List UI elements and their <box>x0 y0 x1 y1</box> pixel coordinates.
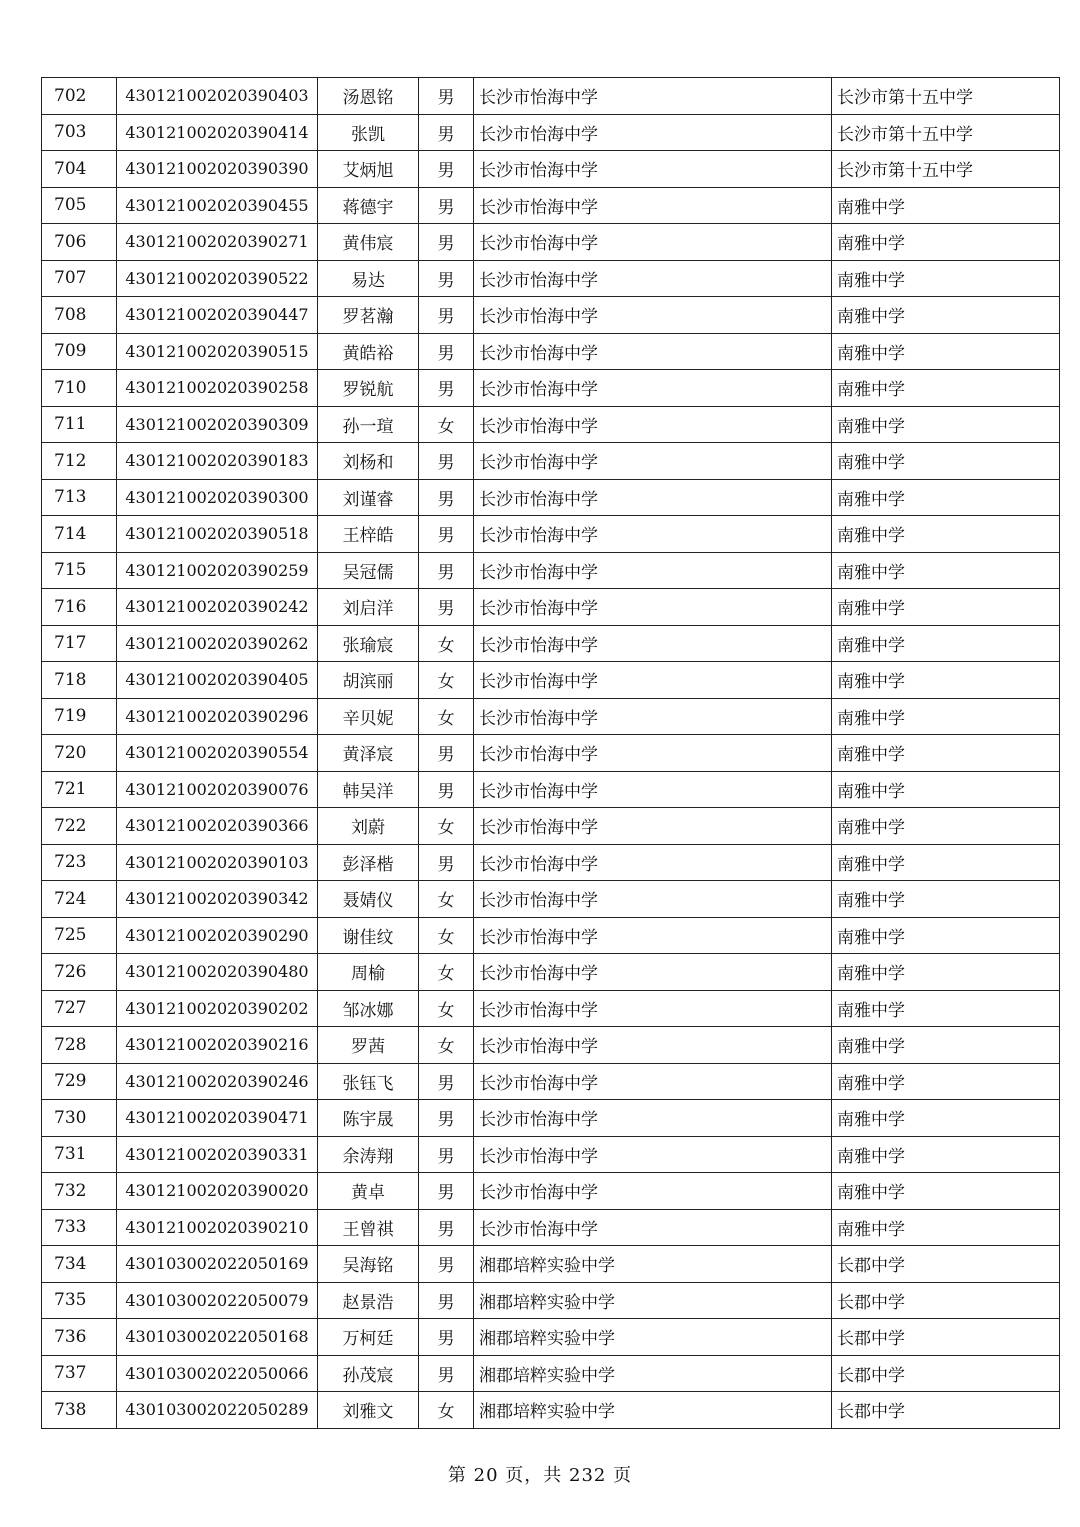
student-id-cell: 430121002020390290 <box>117 917 318 954</box>
graduating-school-cell: 长沙市怡海中学 <box>474 698 832 735</box>
table-row <box>42 552 1060 589</box>
row-number-cell: 722 <box>42 808 117 845</box>
table-row <box>42 370 1060 407</box>
graduating-school-cell: 长沙市怡海中学 <box>474 990 832 1027</box>
table-row <box>42 333 1060 370</box>
student-id-cell: 430121002020390414 <box>117 114 318 151</box>
row-number-cell: 718 <box>42 662 117 699</box>
admitted-school-cell: 长郡中学 <box>832 1282 1060 1319</box>
table-row <box>42 406 1060 443</box>
student-name-cell: 刘蔚 <box>318 808 419 845</box>
student-name-cell: 艾炳旭 <box>318 151 419 188</box>
student-id-cell: 430121002020390471 <box>117 1100 318 1137</box>
graduating-school-cell: 长沙市怡海中学 <box>474 844 832 881</box>
row-number-cell: 736 <box>42 1319 117 1356</box>
student-name-cell: 刘谨睿 <box>318 479 419 516</box>
table-row <box>42 260 1060 297</box>
gender-cell: 男 <box>419 78 474 115</box>
graduating-school-cell: 长沙市怡海中学 <box>474 552 832 589</box>
admitted-school-cell: 长郡中学 <box>832 1246 1060 1283</box>
student-id-cell: 430103002022050168 <box>117 1319 318 1356</box>
student-id-cell: 430121002020390103 <box>117 844 318 881</box>
row-number-cell: 721 <box>42 771 117 808</box>
student-id-cell: 430121002020390296 <box>117 698 318 735</box>
admitted-school-cell: 南雅中学 <box>832 954 1060 991</box>
graduating-school-cell: 长沙市怡海中学 <box>474 1136 832 1173</box>
student-name-cell: 陈宇晟 <box>318 1100 419 1137</box>
row-number-cell: 708 <box>42 297 117 334</box>
row-number-cell: 738 <box>42 1392 117 1429</box>
row-number-cell: 711 <box>42 406 117 443</box>
student-id-cell: 430121002020390300 <box>117 479 318 516</box>
graduating-school-cell: 长沙市怡海中学 <box>474 1209 832 1246</box>
table-row <box>42 187 1060 224</box>
gender-cell: 男 <box>419 1319 474 1356</box>
student-name-cell: 韩吴洋 <box>318 771 419 808</box>
student-id-cell: 430121002020390258 <box>117 370 318 407</box>
row-number-cell: 716 <box>42 589 117 626</box>
gender-cell: 女 <box>419 662 474 699</box>
gender-cell: 女 <box>419 954 474 991</box>
row-number-cell: 723 <box>42 844 117 881</box>
student-name-cell: 张瑜宸 <box>318 625 419 662</box>
graduating-school-cell: 长沙市怡海中学 <box>474 954 832 991</box>
graduating-school-cell: 湘郡培粹实验中学 <box>474 1319 832 1356</box>
row-number-cell: 734 <box>42 1246 117 1283</box>
admitted-school-cell: 南雅中学 <box>832 881 1060 918</box>
admitted-school-cell: 南雅中学 <box>832 406 1060 443</box>
table-row <box>42 1027 1060 1064</box>
table-row <box>42 151 1060 188</box>
table-row <box>42 1282 1060 1319</box>
graduating-school-cell: 长沙市怡海中学 <box>474 479 832 516</box>
table-row <box>42 1209 1060 1246</box>
row-number-cell: 732 <box>42 1173 117 1210</box>
gender-cell: 男 <box>419 1282 474 1319</box>
table-row <box>42 735 1060 772</box>
row-number-cell: 710 <box>42 370 117 407</box>
student-id-cell: 430121002020390259 <box>117 552 318 589</box>
gender-cell: 男 <box>419 479 474 516</box>
graduating-school-cell: 长沙市怡海中学 <box>474 589 832 626</box>
table-row <box>42 771 1060 808</box>
gender-cell: 男 <box>419 114 474 151</box>
gender-cell: 女 <box>419 1392 474 1429</box>
student-id-cell: 430121002020390390 <box>117 151 318 188</box>
row-number-cell: 727 <box>42 990 117 1027</box>
graduating-school-cell: 湘郡培粹实验中学 <box>474 1282 832 1319</box>
student-id-cell: 430121002020390242 <box>117 589 318 626</box>
gender-cell: 女 <box>419 881 474 918</box>
admitted-school-cell: 南雅中学 <box>832 187 1060 224</box>
student-name-cell: 罗锐航 <box>318 370 419 407</box>
student-name-cell: 刘杨和 <box>318 443 419 480</box>
table-row <box>42 1136 1060 1173</box>
admitted-school-cell: 南雅中学 <box>832 698 1060 735</box>
row-number-cell: 714 <box>42 516 117 553</box>
student-name-cell: 刘雅文 <box>318 1392 419 1429</box>
student-id-cell: 430121002020390183 <box>117 443 318 480</box>
gender-cell: 男 <box>419 333 474 370</box>
gender-cell: 女 <box>419 990 474 1027</box>
row-number-cell: 728 <box>42 1027 117 1064</box>
gender-cell: 男 <box>419 187 474 224</box>
gender-cell: 男 <box>419 771 474 808</box>
graduating-school-cell: 长沙市怡海中学 <box>474 917 832 954</box>
row-number-cell: 702 <box>42 78 117 115</box>
row-number-cell: 706 <box>42 224 117 261</box>
student-name-cell: 刘启洋 <box>318 589 419 626</box>
gender-cell: 男 <box>419 1246 474 1283</box>
student-name-cell: 张凯 <box>318 114 419 151</box>
gender-cell: 女 <box>419 698 474 735</box>
table-row <box>42 990 1060 1027</box>
student-name-cell: 聂婧仪 <box>318 881 419 918</box>
admitted-school-cell: 长郡中学 <box>832 1392 1060 1429</box>
student-id-cell: 430121002020390271 <box>117 224 318 261</box>
student-id-cell: 430103002022050079 <box>117 1282 318 1319</box>
table-row <box>42 443 1060 480</box>
graduating-school-cell: 湘郡培粹实验中学 <box>474 1246 832 1283</box>
student-name-cell: 孙一瑄 <box>318 406 419 443</box>
row-number-cell: 729 <box>42 1063 117 1100</box>
student-id-cell: 430121002020390342 <box>117 881 318 918</box>
graduating-school-cell: 长沙市怡海中学 <box>474 1063 832 1100</box>
table-row <box>42 1319 1060 1356</box>
gender-cell: 男 <box>419 552 474 589</box>
graduating-school-cell: 长沙市怡海中学 <box>474 370 832 407</box>
student-name-cell: 罗茗瀚 <box>318 297 419 334</box>
graduating-school-cell: 长沙市怡海中学 <box>474 735 832 772</box>
admitted-school-cell: 长沙市第十五中学 <box>832 114 1060 151</box>
table-row <box>42 1173 1060 1210</box>
student-name-cell: 张钰飞 <box>318 1063 419 1100</box>
student-name-cell: 罗茜 <box>318 1027 419 1064</box>
graduating-school-cell: 长沙市怡海中学 <box>474 808 832 845</box>
table-row <box>42 114 1060 151</box>
graduating-school-cell: 长沙市怡海中学 <box>474 406 832 443</box>
row-number-cell: 719 <box>42 698 117 735</box>
page-footer: 第 20 页，共 232 页 <box>447 1465 633 1486</box>
admitted-school-cell: 长郡中学 <box>832 1319 1060 1356</box>
table-body <box>42 78 1060 1429</box>
student-id-cell: 430121002020390455 <box>117 187 318 224</box>
table-row <box>42 1246 1060 1283</box>
graduating-school-cell: 长沙市怡海中学 <box>474 1173 832 1210</box>
gender-cell: 男 <box>419 370 474 407</box>
student-name-cell: 吴冠儒 <box>318 552 419 589</box>
admitted-school-cell: 南雅中学 <box>832 224 1060 261</box>
graduating-school-cell: 长沙市怡海中学 <box>474 1100 832 1137</box>
graduating-school-cell: 长沙市怡海中学 <box>474 187 832 224</box>
graduating-school-cell: 长沙市怡海中学 <box>474 333 832 370</box>
student-id-cell: 430121002020390216 <box>117 1027 318 1064</box>
row-number-cell: 735 <box>42 1282 117 1319</box>
admitted-school-cell: 长沙市第十五中学 <box>832 78 1060 115</box>
gender-cell: 男 <box>419 844 474 881</box>
admission-table <box>41 77 1060 1429</box>
row-number-cell: 703 <box>42 114 117 151</box>
admitted-school-cell: 南雅中学 <box>832 917 1060 954</box>
table-row <box>42 1355 1060 1392</box>
student-id-cell: 430121002020390331 <box>117 1136 318 1173</box>
student-name-cell: 黄卓 <box>318 1173 419 1210</box>
admitted-school-cell: 南雅中学 <box>832 662 1060 699</box>
graduating-school-cell: 长沙市怡海中学 <box>474 224 832 261</box>
student-name-cell: 黄泽宸 <box>318 735 419 772</box>
row-number-cell: 717 <box>42 625 117 662</box>
admitted-school-cell: 南雅中学 <box>832 990 1060 1027</box>
student-id-cell: 430121002020390447 <box>117 297 318 334</box>
admitted-school-cell: 南雅中学 <box>832 844 1060 881</box>
student-id-cell: 430103002022050289 <box>117 1392 318 1429</box>
gender-cell: 女 <box>419 917 474 954</box>
row-number-cell: 730 <box>42 1100 117 1137</box>
admitted-school-cell: 南雅中学 <box>832 625 1060 662</box>
gender-cell: 男 <box>419 735 474 772</box>
student-name-cell: 孙茂宸 <box>318 1355 419 1392</box>
admitted-school-cell: 南雅中学 <box>832 552 1060 589</box>
gender-cell: 男 <box>419 1173 474 1210</box>
row-number-cell: 724 <box>42 881 117 918</box>
admitted-school-cell: 南雅中学 <box>832 1136 1060 1173</box>
student-id-cell: 430103002022050066 <box>117 1355 318 1392</box>
student-name-cell: 余涛翔 <box>318 1136 419 1173</box>
gender-cell: 男 <box>419 516 474 553</box>
gender-cell: 女 <box>419 1027 474 1064</box>
row-number-cell: 737 <box>42 1355 117 1392</box>
table-row <box>42 479 1060 516</box>
student-id-cell: 430103002022050169 <box>117 1246 318 1283</box>
gender-cell: 男 <box>419 1209 474 1246</box>
graduating-school-cell: 湘郡培粹实验中学 <box>474 1392 832 1429</box>
table-row <box>42 589 1060 626</box>
table-row <box>42 297 1060 334</box>
table-row <box>42 1392 1060 1429</box>
student-id-cell: 430121002020390246 <box>117 1063 318 1100</box>
student-name-cell: 周榆 <box>318 954 419 991</box>
student-name-cell: 吴海铭 <box>318 1246 419 1283</box>
student-name-cell: 彭泽楷 <box>318 844 419 881</box>
student-name-cell: 谢佳纹 <box>318 917 419 954</box>
table-row <box>42 808 1060 845</box>
student-name-cell: 邹冰娜 <box>318 990 419 1027</box>
student-id-cell: 430121002020390076 <box>117 771 318 808</box>
graduating-school-cell: 湘郡培粹实验中学 <box>474 1355 832 1392</box>
admitted-school-cell: 南雅中学 <box>832 808 1060 845</box>
admitted-school-cell: 长沙市第十五中学 <box>832 151 1060 188</box>
gender-cell: 男 <box>419 1136 474 1173</box>
row-number-cell: 720 <box>42 735 117 772</box>
student-name-cell: 胡滨丽 <box>318 662 419 699</box>
graduating-school-cell: 长沙市怡海中学 <box>474 625 832 662</box>
gender-cell: 男 <box>419 297 474 334</box>
student-name-cell: 王梓皓 <box>318 516 419 553</box>
student-id-cell: 430121002020390262 <box>117 625 318 662</box>
gender-cell: 女 <box>419 808 474 845</box>
student-name-cell: 黄伟宸 <box>318 224 419 261</box>
gender-cell: 男 <box>419 1100 474 1137</box>
admitted-school-cell: 南雅中学 <box>832 479 1060 516</box>
student-name-cell: 万柯廷 <box>318 1319 419 1356</box>
row-number-cell: 715 <box>42 552 117 589</box>
graduating-school-cell: 长沙市怡海中学 <box>474 260 832 297</box>
table-row <box>42 844 1060 881</box>
gender-cell: 女 <box>419 406 474 443</box>
table-row <box>42 698 1060 735</box>
student-name-cell: 易达 <box>318 260 419 297</box>
graduating-school-cell: 长沙市怡海中学 <box>474 771 832 808</box>
row-number-cell: 707 <box>42 260 117 297</box>
graduating-school-cell: 长沙市怡海中学 <box>474 516 832 553</box>
admitted-school-cell: 南雅中学 <box>832 1100 1060 1137</box>
student-name-cell: 赵景浩 <box>318 1282 419 1319</box>
gender-cell: 女 <box>419 625 474 662</box>
student-id-cell: 430121002020390515 <box>117 333 318 370</box>
student-id-cell: 430121002020390403 <box>117 78 318 115</box>
row-number-cell: 712 <box>42 443 117 480</box>
student-name-cell: 黄皓裕 <box>318 333 419 370</box>
gender-cell: 男 <box>419 260 474 297</box>
gender-cell: 男 <box>419 1355 474 1392</box>
gender-cell: 男 <box>419 224 474 261</box>
table-row <box>42 78 1060 115</box>
graduating-school-cell: 长沙市怡海中学 <box>474 443 832 480</box>
gender-cell: 男 <box>419 589 474 626</box>
table-row <box>42 881 1060 918</box>
graduating-school-cell: 长沙市怡海中学 <box>474 151 832 188</box>
student-id-cell: 430121002020390210 <box>117 1209 318 1246</box>
admitted-school-cell: 南雅中学 <box>832 333 1060 370</box>
gender-cell: 男 <box>419 443 474 480</box>
table-row <box>42 1100 1060 1137</box>
graduating-school-cell: 长沙市怡海中学 <box>474 662 832 699</box>
admitted-school-cell: 南雅中学 <box>832 735 1060 772</box>
admitted-school-cell: 长郡中学 <box>832 1355 1060 1392</box>
row-number-cell: 709 <box>42 333 117 370</box>
student-name-cell: 蒋德宇 <box>318 187 419 224</box>
admitted-school-cell: 南雅中学 <box>832 1173 1060 1210</box>
admitted-school-cell: 南雅中学 <box>832 589 1060 626</box>
row-number-cell: 725 <box>42 917 117 954</box>
student-id-cell: 430121002020390518 <box>117 516 318 553</box>
row-number-cell: 705 <box>42 187 117 224</box>
admitted-school-cell: 南雅中学 <box>832 1027 1060 1064</box>
gender-cell: 男 <box>419 1063 474 1100</box>
table-row <box>42 1063 1060 1100</box>
row-number-cell: 704 <box>42 151 117 188</box>
student-name-cell: 王曾祺 <box>318 1209 419 1246</box>
row-number-cell: 731 <box>42 1136 117 1173</box>
admitted-school-cell: 南雅中学 <box>832 297 1060 334</box>
student-name-cell: 汤恩铭 <box>318 78 419 115</box>
gender-cell: 男 <box>419 151 474 188</box>
table-row <box>42 954 1060 991</box>
admitted-school-cell: 南雅中学 <box>832 443 1060 480</box>
table-row <box>42 625 1060 662</box>
graduating-school-cell: 长沙市怡海中学 <box>474 1027 832 1064</box>
student-id-cell: 430121002020390480 <box>117 954 318 991</box>
student-id-cell: 430121002020390020 <box>117 1173 318 1210</box>
admitted-school-cell: 南雅中学 <box>832 1209 1060 1246</box>
student-id-cell: 430121002020390202 <box>117 990 318 1027</box>
graduating-school-cell: 长沙市怡海中学 <box>474 881 832 918</box>
admitted-school-cell: 南雅中学 <box>832 260 1060 297</box>
table-row <box>42 917 1060 954</box>
student-name-cell: 辛贝妮 <box>318 698 419 735</box>
table-row <box>42 516 1060 553</box>
row-number-cell: 726 <box>42 954 117 991</box>
graduating-school-cell: 长沙市怡海中学 <box>474 297 832 334</box>
student-id-cell: 430121002020390309 <box>117 406 318 443</box>
student-id-cell: 430121002020390366 <box>117 808 318 845</box>
admitted-school-cell: 南雅中学 <box>832 771 1060 808</box>
row-number-cell: 733 <box>42 1209 117 1246</box>
student-id-cell: 430121002020390522 <box>117 260 318 297</box>
graduating-school-cell: 长沙市怡海中学 <box>474 114 832 151</box>
table-row <box>42 224 1060 261</box>
student-id-cell: 430121002020390405 <box>117 662 318 699</box>
admitted-school-cell: 南雅中学 <box>832 516 1060 553</box>
row-number-cell: 713 <box>42 479 117 516</box>
admitted-school-cell: 南雅中学 <box>832 1063 1060 1100</box>
graduating-school-cell: 长沙市怡海中学 <box>474 78 832 115</box>
admitted-school-cell: 南雅中学 <box>832 370 1060 407</box>
table-row <box>42 662 1060 699</box>
student-id-cell: 430121002020390554 <box>117 735 318 772</box>
